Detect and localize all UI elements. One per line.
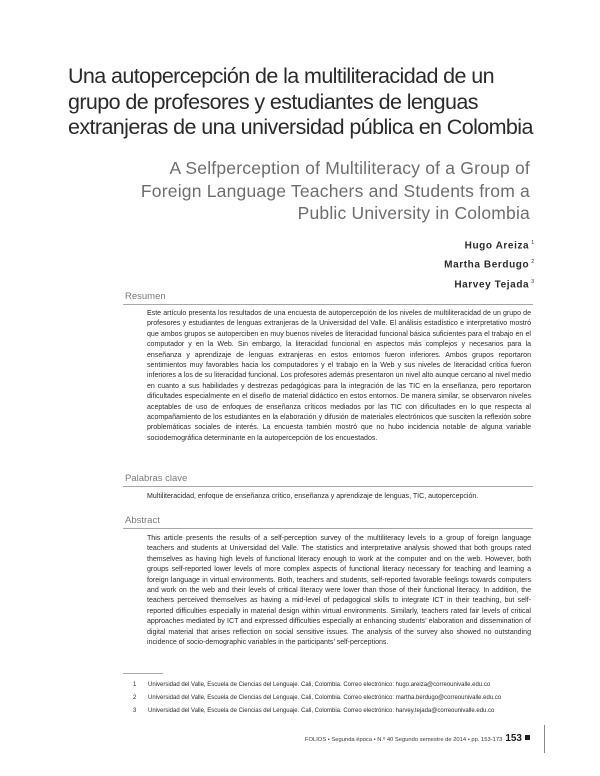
footnote-number: 2 [133,695,137,701]
footnote-text: Universidad del Valle, Escuela de Ciencias del Lenguaje. Cali, Colombia. Correo electrónico: martha.berdugo@correounivalle.edu.co [148,695,502,701]
abstract-heading [123,516,533,529]
author-name: Hugo Areiza [464,240,530,252]
square-bullet-icon [525,735,530,740]
margin-rule [544,725,545,753]
author-list [444,235,534,293]
footnote-3 [133,705,533,718]
footnote-number: 3 [133,708,137,714]
footnote-number: 1 [133,682,137,688]
title-spanish: Una autopercepción de la multiliteracidad de un grupo de profesores y estudiantes de lenguas extranjeras de una universidad pública en Colombia [68,64,533,139]
abstract-heading-text: Abstract [125,515,160,526]
journal-info: FOLIOS • Segunda época • N.º 40 Segundo semestre de 2014 • pp. 153-173 [304,737,503,743]
author-footnote-marker: 1 [531,240,534,246]
author-footnote-marker: 3 [531,278,534,285]
footnote-text: Universidad del Valle, Escuela de Ciencias del Lenguaje. Cali, Colombia. Correo electrónico: harvey.tejada@correounivalle.edu.co [148,708,495,714]
keywords-text: Multiliteracidad, enfoque de enseñanza crítico, enseñanza y aprendizaje de lenguas, TIC, autopercepción. [147,493,479,500]
author-footnote-marker: 2 [531,259,534,266]
resumen-heading [123,292,533,305]
author-name: Martha Berdugo [444,259,530,271]
palabras-clave-heading [123,474,533,487]
page-footer [240,733,530,746]
author-3 [444,274,534,293]
resumen-heading-text: Resumen [125,291,166,302]
footnote-divider [123,673,163,674]
resumen-text: Este artículo presenta los resultados de una encuesta de autopercepción de los niveles de multiliteracidad de un grupo de profesores y estudiantes de lenguas extranjeras de la Universidad del Valle. El análisis estadístico e interpretativo mostró que ambos grupos se autoperciben en muy buenos niveles de literacidad funcional básica suficientes para el trabajo en el computador y en la Web. Sin embargo, la literacidad funcional en aspectos más complejos y necesarios para la enseñanza y aprendizaje de lenguas extranjeras en estos entornos fueron inferiores. Ambos grupos reportaron sentimientos muy favorables hacia los computadores y el trabajo en la Web y sus niveles de literacidad crítica fueron inferiores a los de su literacidad funcional. Los profesores además presentaron un nivel alto aunque cercano al nivel medio en cuanto a sus habilidades y destrezas pedagógicas para la integración de las TIC en la enseñanza, pero reportaron dificultades especialmente en el diseño de material didáctico en estos entornos. De manera similar, se observaron niveles aceptables de uso de enfoques de enseñanza críticos mediados por las TIC con dificultades en lo que respecta al acompañamiento de los estudiantes en la elaboración y difusión de materiales electrónicos que susciten la reflexión sobre problemáticas sociales de interés. La encuesta también mostró que no hubo incidencia notable de alguna variable sociodemográfica determinante en la autopercepción de los encuestados. [147,310,531,442]
footnote-text: Universidad del Valle, Escuela de Ciencias del Lenguaje. Cali, Colombia. Correo electrónico: hugo.areiza@correounivalle.edu.co [148,682,491,688]
title-english: A Selfperception of Multiliteracy of a Group of Foreign Language Teachers and Students from a Public University in Colombia [140,158,530,223]
footnote-1 [133,679,533,692]
page-number: 153 [505,733,522,744]
palabras-clave-heading-text: Palabras clave [125,473,188,484]
author-1 [444,235,534,254]
footnotes [133,679,533,718]
author-name: Harvey Tejada [454,278,530,290]
footnote-2 [133,692,533,705]
abstract-text: This article presents the results of a self-perception survey of the multiliteracy levels to a group of foreign language teachers and students at Universidad del Valle. The statistics and interpretative analysis showed that both groups rated themselves as having high levels of functional literacy enough to work at the computer and on the web. However, both groups self-reported lower levels of more complex aspects of functional literacy necessary for teaching and learning a foreign language in virtual environments. Both, teachers and students, self-reported favorable feelings towards computers and work on the web and their levels of critical literacy were lower than those of their functional literacy. In addition, the teachers perceived themselves as having a mid-level of pedagogical skills to integrate ICT in their teaching, but self-reported difficulties especially in material design within virtual environments. Similarly, teachers rated fair levels of critical approaches mediated by ICT and expressed difficulties especially at enhancing students’ elaboration and dissemination of digital material that arises reflection on social sensitive issues. The analysis of the survey also showed no outstanding incidence of socio-demographic variables in the participants’ self-perceptions. [147,535,531,647]
author-2 [444,254,534,273]
